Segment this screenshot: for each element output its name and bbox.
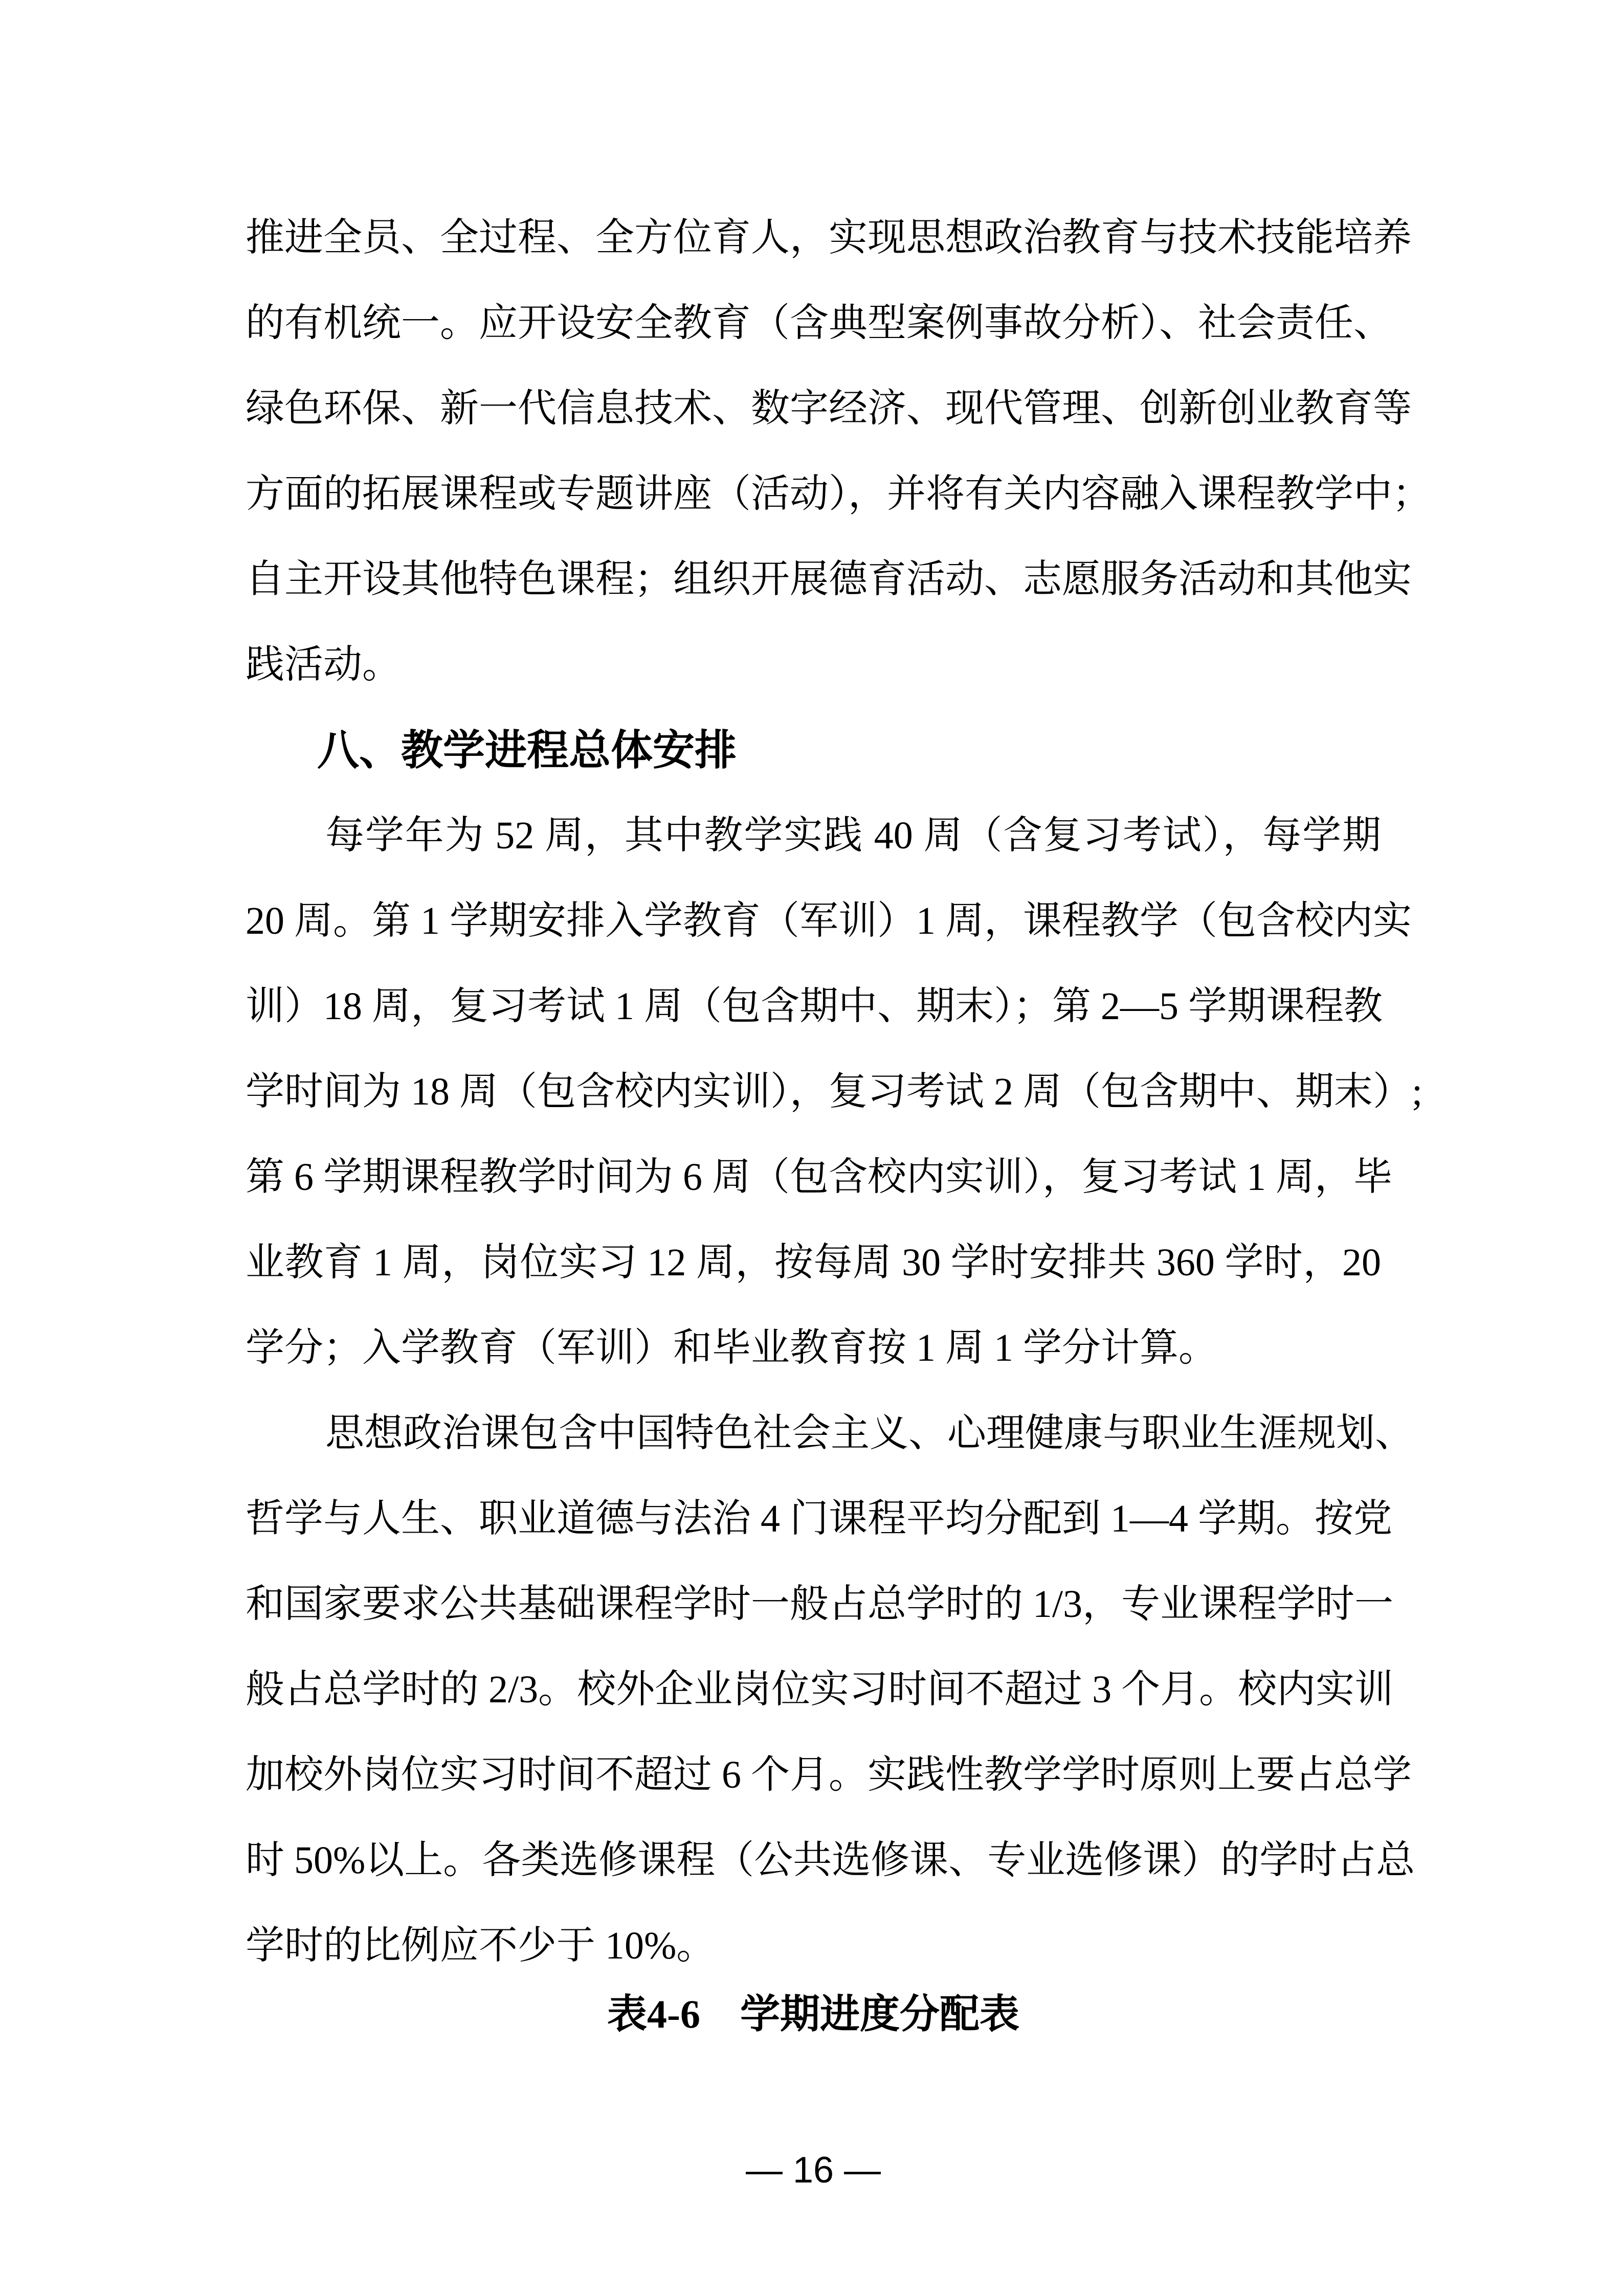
text-line: 方面的拓展课程或专题讲座（活动），并将有关内容融入课程教学中； (246, 472, 1431, 515)
page-number: — 16 — (745, 2150, 881, 2191)
text-line: 时 50%以上。各类选修课程（公共选修课、专业选修课）的学时占总 (246, 1839, 1415, 1882)
text-line: 般占总学时的 2/3。校外企业岗位实习时间不超过 3 个月。校内实训 (246, 1668, 1394, 1711)
text-line: 20 周。第 1 学期安排入学教育（军训）1 周，课程教学（包含校内实 (246, 899, 1412, 942)
text-line: 业教育 1 周，岗位实习 12 周，按每周 30 学时安排共 360 学时，20 (246, 1241, 1381, 1284)
text-line: 学分；入学教育（军训）和毕业教育按 1 周 1 学分计算。 (246, 1326, 1217, 1369)
text-line: 训）18 周，复习考试 1 周（包含期中、期末）；第 2—5 学期课程教 (246, 985, 1383, 1028)
text-line: 推进全员、全过程、全方位育人，实现思想政治教育与技术技能培养 (246, 216, 1412, 259)
text-line: 加校外岗位实习时间不超过 6 个月。实践性教学学时原则上要占总学 (246, 1753, 1412, 1796)
text-line: 和国家要求公共基础课程学时一般占总学时的 1/3，专业课程学时一 (246, 1583, 1394, 1626)
text-line: 学时的比例应不少于 10%。 (246, 1924, 716, 1967)
text-line: 思想政治课包含中国特色社会主义、心理健康与职业生涯规划、 (325, 1412, 1414, 1455)
text-line: 哲学与人生、职业道德与法治 4 门课程平均分配到 1—4 学期。按党 (246, 1497, 1392, 1540)
text-line: 第 6 学期课程教学时间为 6 周（包含校内实训），复习考试 1 周，毕 (246, 1156, 1392, 1199)
text-line: 学时间为 18 周（包含校内实训），复习考试 2 周（包含期中、期末）; (246, 1070, 1423, 1113)
text-line: 践活动。 (246, 643, 401, 686)
text-line: 绿色环保、新一代信息技术、数字经济、现代管理、创新创业教育等 (246, 387, 1412, 430)
text-line: 的有机统一。应开设安全教育（含典型案例事故分析）、社会责任、 (246, 302, 1392, 345)
text-line: 自主开设其他特色课程；组织开展德育活动、志愿服务活动和其他实 (246, 558, 1412, 601)
table-caption: 表4-6 学期进度分配表 (607, 1992, 1019, 2036)
section-heading: 八、教学进程总体安排 (317, 727, 737, 774)
text-line: 每学年为 52 周，其中教学实践 40 周（含复习考试），每学期 (325, 814, 1381, 857)
